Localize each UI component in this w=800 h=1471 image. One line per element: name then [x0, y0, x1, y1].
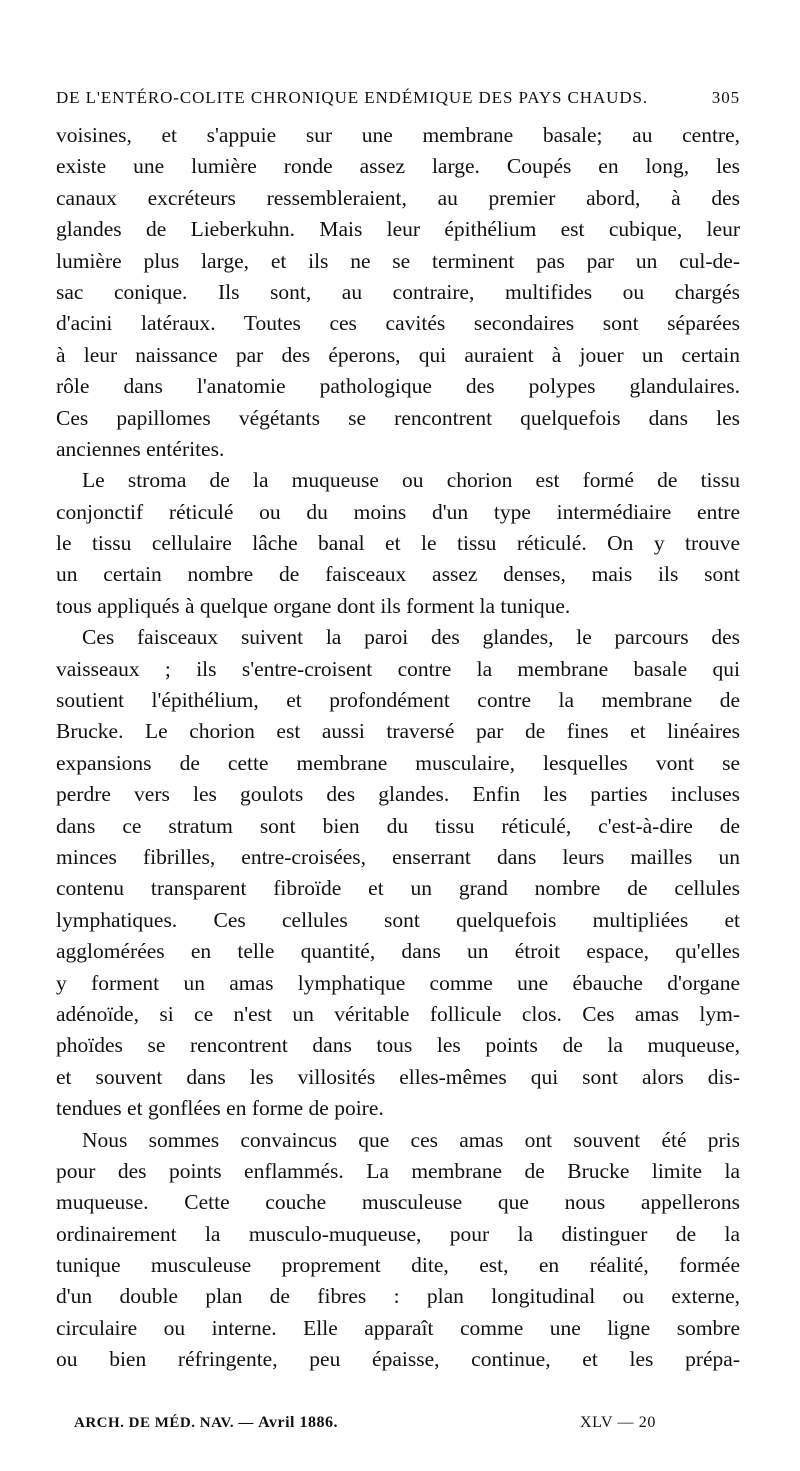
text-line: ou bien réfringente, peu épaisse, continue, et les prépa-	[56, 1347, 740, 1372]
text-line: d'acini latéraux. Toutes ces cavités secondaires sont séparées	[56, 311, 740, 336]
text-line: voisines, et s'appuie sur une membrane basale; au centre,	[56, 123, 740, 147]
body-text	[56, 120, 740, 1376]
text-line: minces fibrilles, entre-croisées, enserrant dans leurs mailles un	[56, 844, 740, 869]
text-line: phoïdes se rencontrent dans tous les points de la muqueuse,	[56, 1033, 740, 1058]
text-line: et souvent dans les villosités elles-mêmes qui sont alors dis-	[56, 1064, 740, 1089]
signature-mark: XLV — 20	[580, 1414, 656, 1431]
text-line: vaisseaux ; ils s'entre-croisent contre la membrane basale qui	[56, 656, 740, 681]
text-line: pour des points enflammés. La membrane de Brucke limite la	[56, 1158, 740, 1183]
text-line: d'un double plan de fibres : plan longitudinal ou externe,	[56, 1284, 740, 1309]
text-line: soutient l'épithélium, et profondément contre la membrane de	[56, 688, 740, 713]
text-line: ordinairement la musculo-muqueuse, pour la distinguer de la	[56, 1221, 740, 1246]
text-line: glandes de Lieberkuhn. Mais leur épithélium est cubique, leur	[56, 217, 740, 242]
journal-name: ARCH. DE MÉD. NAV. —	[74, 1415, 254, 1431]
text-line: agglomérées en telle quantité, dans un étroit espace, qu'elles	[56, 939, 740, 964]
text-line: lymphatiques. Ces cellules sont quelquefois multipliées et	[56, 907, 740, 932]
text-line: canaux excréteurs ressembleraient, au premier abord, à des	[56, 185, 740, 210]
text-line: dans ce stratum sont bien du tissu réticulé, c'est-à-dire de	[56, 813, 740, 838]
text-line: le tissu cellulaire lâche banal et le tissu réticulé. On y trouve	[56, 531, 740, 556]
page-number: 305	[711, 88, 740, 107]
running-head	[56, 88, 740, 108]
text-line: muqueuse. Cette couche musculeuse que nous appellerons	[56, 1190, 740, 1215]
text-line: un certain nombre de faisceaux assez denses, mais ils sont	[56, 562, 740, 587]
running-title: DE L'ENTÉRO-COLITE CHRONIQUE ENDÉMIQUE DES PAYS CHAUDS.	[56, 88, 648, 107]
text-line: Nous sommes convaincus que ces amas ont souvent été pris	[82, 1127, 740, 1152]
text-line: Brucke. Le chorion est aussi traversé par de fines et linéaires	[56, 719, 740, 744]
text-line: expansions de cette membrane musculaire, lesquelles vont se	[56, 750, 740, 775]
text-line: à leur naissance par des éperons, qui auraient à jouer un certain	[56, 342, 740, 367]
text-line: Ces faisceaux suivent la paroi des glandes, le parcours des	[82, 625, 740, 650]
text-line: y forment un amas lymphatique comme une ébauche d'organe	[56, 970, 740, 995]
text-line: adénoïde, si ce n'est un véritable follicule clos. Ces amas lym-	[56, 1001, 740, 1026]
text-line: tunique musculeuse proprement dite, est, en réalité, formée	[56, 1253, 740, 1278]
text-line: anciennes entérites.	[56, 436, 225, 461]
text-line: Le stroma de la muqueuse ou chorion est formé de tissu	[82, 468, 740, 493]
text-line: circulaire ou interne. Elle apparaît comme une ligne sombre	[56, 1315, 740, 1340]
text-line: lumière plus large, et ils ne se terminent pas par un cul-de-	[56, 248, 740, 273]
document-page	[56, 0, 740, 1471]
text-line: rôle dans l'anatomie pathologique des polypes glandulaires.	[56, 374, 740, 399]
text-line: contenu transparent fibroïde et un grand nombre de cellules	[56, 876, 740, 901]
text-line: Ces papillomes végétants se rencontrent quelquefois dans les	[56, 405, 740, 430]
journal-abbreviation	[74, 1414, 338, 1432]
text-line: tous appliqués à quelque organe dont ils forment la tunique.	[56, 593, 571, 618]
text-line: conjonctif réticulé ou du moins d'un type intermédiaire entre	[56, 499, 740, 524]
text-line: tendues et gonflées en forme de poire.	[56, 1096, 384, 1121]
text-line: sac conique. Ils sont, au contraire, multifides ou chargés	[56, 279, 740, 304]
text-line: existe une lumière ronde assez large. Coupés en long, les	[56, 154, 740, 179]
issue-date: Avril 1886.	[258, 1414, 338, 1431]
text-line: perdre vers les goulots des glandes. Enfin les parties incluses	[56, 782, 740, 807]
